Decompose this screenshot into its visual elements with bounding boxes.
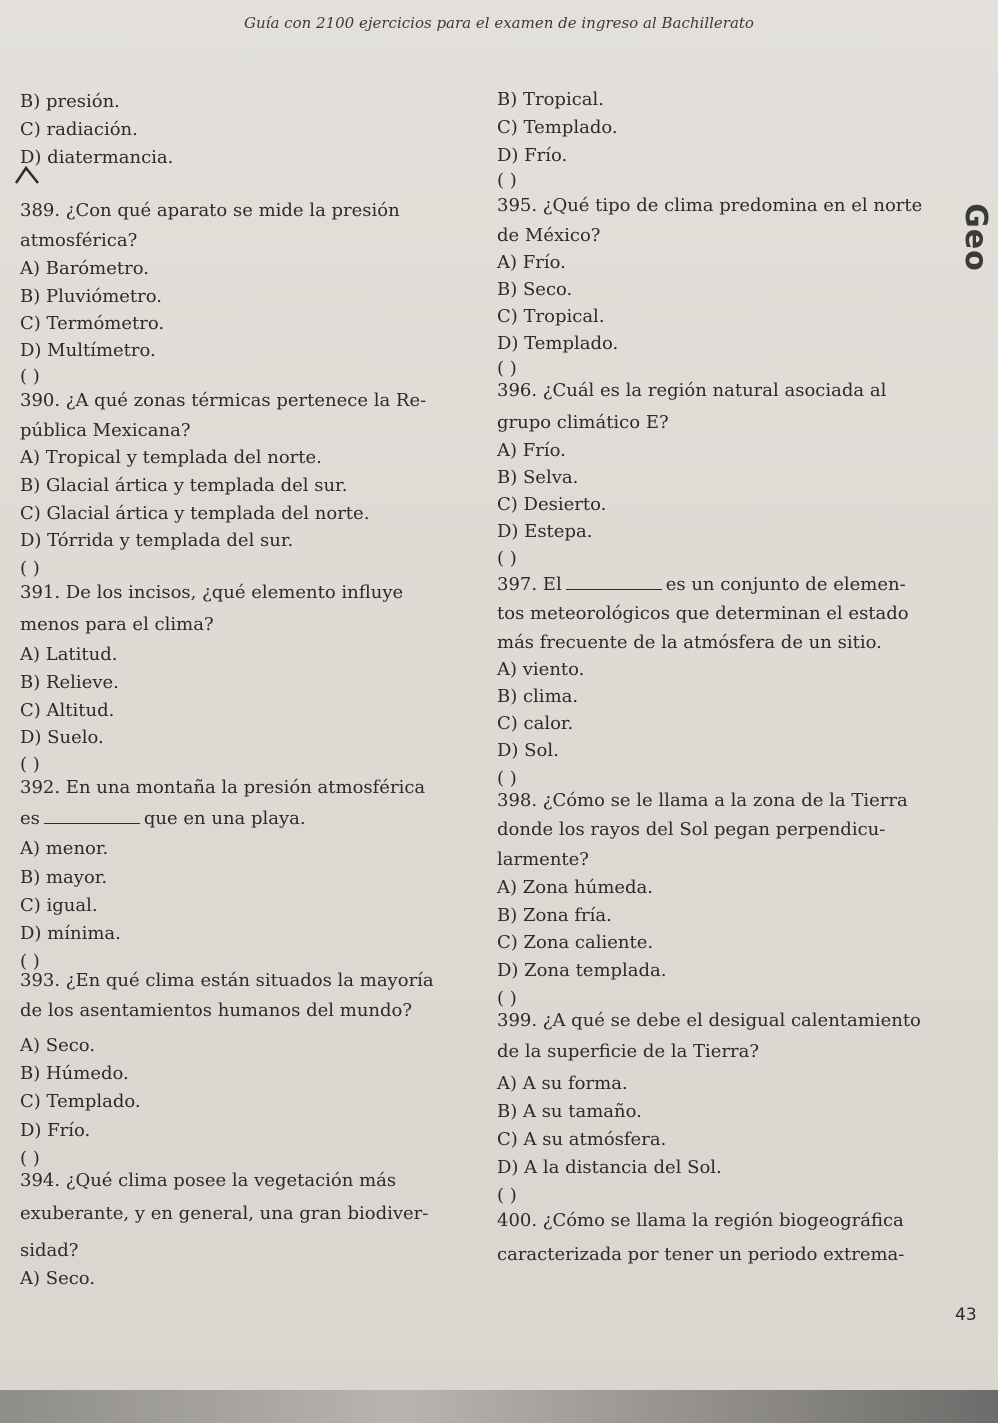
question-text: pública Mexicana? bbox=[20, 420, 191, 441]
option-text: B) Selva. bbox=[497, 467, 579, 488]
fill-blank bbox=[566, 575, 662, 590]
option-text: D) Multímetro. bbox=[20, 340, 156, 361]
option-text: A) Tropical y templada del norte. bbox=[20, 447, 322, 468]
answer-box: ( ) bbox=[20, 951, 40, 972]
answer-box: ( ) bbox=[497, 1185, 517, 1206]
question-391: 391. De los incisos, ¿qué elemento influye bbox=[20, 582, 404, 603]
option-text: A) Seco. bbox=[20, 1035, 96, 1056]
answer-box: ( ) bbox=[497, 768, 517, 789]
question-text: atmosférica? bbox=[20, 230, 138, 251]
option-text: D) Zona templada. bbox=[497, 960, 667, 981]
answer-box: ( ) bbox=[497, 358, 517, 379]
question-390: 390. ¿A qué zonas térmicas pertenece la Re- bbox=[20, 390, 427, 411]
option-text: B) Zona fría. bbox=[497, 905, 612, 926]
answer-box: ( ) bbox=[20, 366, 40, 387]
section-tab-label: Geo bbox=[957, 203, 993, 272]
option-text: C) Desierto. bbox=[497, 494, 607, 515]
option-text: B) Relieve. bbox=[20, 672, 119, 693]
question-text: de los asentamientos humanos del mundo? bbox=[20, 1000, 413, 1021]
option-text: C) Zona caliente. bbox=[497, 932, 654, 953]
question-398: 398. ¿Cómo se le llama a la zona de la Tierra bbox=[497, 790, 908, 811]
option-text: B) Pluviómetro. bbox=[20, 286, 162, 307]
option-text: C) A su atmósfera. bbox=[497, 1129, 667, 1150]
option-text: C) Altitud. bbox=[20, 700, 115, 721]
option-text: A) Frío. bbox=[497, 440, 566, 461]
option-text: D) Templado. bbox=[497, 333, 619, 354]
question-389: 389. ¿Con qué aparato se mide la presión bbox=[20, 200, 400, 221]
question-394: 394. ¿Qué clima posee la vegetación más bbox=[20, 1170, 397, 1191]
question-text: de la superficie de la Tierra? bbox=[497, 1041, 760, 1062]
option-text: D) Suelo. bbox=[20, 727, 104, 748]
option-text: C) Templado. bbox=[20, 1091, 141, 1112]
page-edge-shadow bbox=[0, 1390, 998, 1423]
option-text: A) Seco. bbox=[20, 1268, 96, 1289]
option-text: A) A su forma. bbox=[497, 1073, 628, 1094]
question-392: 392. En una montaña la presión atmosférica bbox=[20, 777, 426, 798]
option-text: D) Estepa. bbox=[497, 521, 593, 542]
option-text: C) Tropical. bbox=[497, 306, 605, 327]
option-text: A) Frío. bbox=[497, 252, 566, 273]
page-number: 43 bbox=[955, 1305, 977, 1325]
answer-box: ( ) bbox=[497, 170, 517, 191]
answer-box: ( ) bbox=[497, 548, 517, 569]
answer-box: ( ) bbox=[497, 988, 517, 1009]
answer-box: ( ) bbox=[20, 558, 40, 579]
option-text: C) radiación. bbox=[20, 119, 138, 140]
option-text: D) Sol. bbox=[497, 740, 559, 761]
option-text: D) Frío. bbox=[497, 145, 568, 166]
option-text: A) viento. bbox=[497, 659, 585, 680]
fill-blank bbox=[44, 809, 140, 824]
option-text: A) Zona húmeda. bbox=[497, 877, 654, 898]
option-text: B) Glacial ártica y templada del sur. bbox=[20, 475, 348, 496]
option-text: C) Termómetro. bbox=[20, 313, 165, 334]
question-text: es que en una playa. bbox=[20, 808, 306, 829]
question-397: 397. El es un conjunto de elemen- bbox=[497, 574, 906, 595]
answer-box: ( ) bbox=[20, 754, 40, 775]
option-text: D) A la distancia del Sol. bbox=[497, 1157, 722, 1178]
option-text: A) Barómetro. bbox=[20, 258, 149, 279]
question-text: grupo climático E? bbox=[497, 412, 669, 433]
question-text: exuberante, y en general, una gran biodiver- bbox=[20, 1203, 429, 1224]
option-text: D) diatermancia. bbox=[20, 147, 174, 168]
option-text: B) presión. bbox=[20, 91, 120, 112]
question-text: tos meteorológicos que determinan el estado bbox=[497, 603, 909, 624]
question-text: más frecuente de la atmósfera de un sitio. bbox=[497, 632, 882, 653]
question-399: 399. ¿A qué se debe el desigual calentamiento bbox=[497, 1010, 921, 1031]
question-396: 396. ¿Cuál es la región natural asociada al bbox=[497, 380, 887, 401]
section-tab bbox=[952, 190, 998, 285]
option-text: B) Tropical. bbox=[497, 89, 604, 110]
page-header: Guía con 2100 ejercicios para el examen de ingreso al Bachillerato bbox=[244, 14, 754, 32]
option-text: C) Glacial ártica y templada del norte. bbox=[20, 503, 370, 524]
question-text: donde los rayos del Sol pegan perpendicu- bbox=[497, 819, 886, 840]
question-text: de México? bbox=[497, 225, 601, 246]
question-393: 393. ¿En qué clima están situados la mayoría bbox=[20, 970, 434, 991]
option-text: C) calor. bbox=[497, 713, 574, 734]
option-text: D) mínima. bbox=[20, 923, 121, 944]
option-text: B) A su tamaño. bbox=[497, 1101, 642, 1122]
option-text: A) menor. bbox=[20, 838, 109, 859]
option-text: B) Húmedo. bbox=[20, 1063, 129, 1084]
option-text: B) Seco. bbox=[497, 279, 573, 300]
question-text: menos para el clima? bbox=[20, 614, 214, 635]
option-text: A) Latitud. bbox=[20, 644, 118, 665]
option-text: D) Tórrida y templada del sur. bbox=[20, 530, 294, 551]
question-text: caracterizada por tener un periodo extrema- bbox=[497, 1244, 905, 1265]
question-400: 400. ¿Cómo se llama la región biogeográfica bbox=[497, 1210, 904, 1231]
answer-box: ( ) bbox=[20, 1148, 40, 1169]
option-text: C) Templado. bbox=[497, 117, 618, 138]
option-text: D) Frío. bbox=[20, 1120, 91, 1141]
option-text: C) igual. bbox=[20, 895, 98, 916]
option-text: B) clima. bbox=[497, 686, 579, 707]
question-text: sidad? bbox=[20, 1240, 79, 1261]
question-395: 395. ¿Qué tipo de clima predomina en el norte bbox=[497, 195, 923, 216]
question-text: larmente? bbox=[497, 849, 589, 870]
option-text: B) mayor. bbox=[20, 867, 108, 888]
